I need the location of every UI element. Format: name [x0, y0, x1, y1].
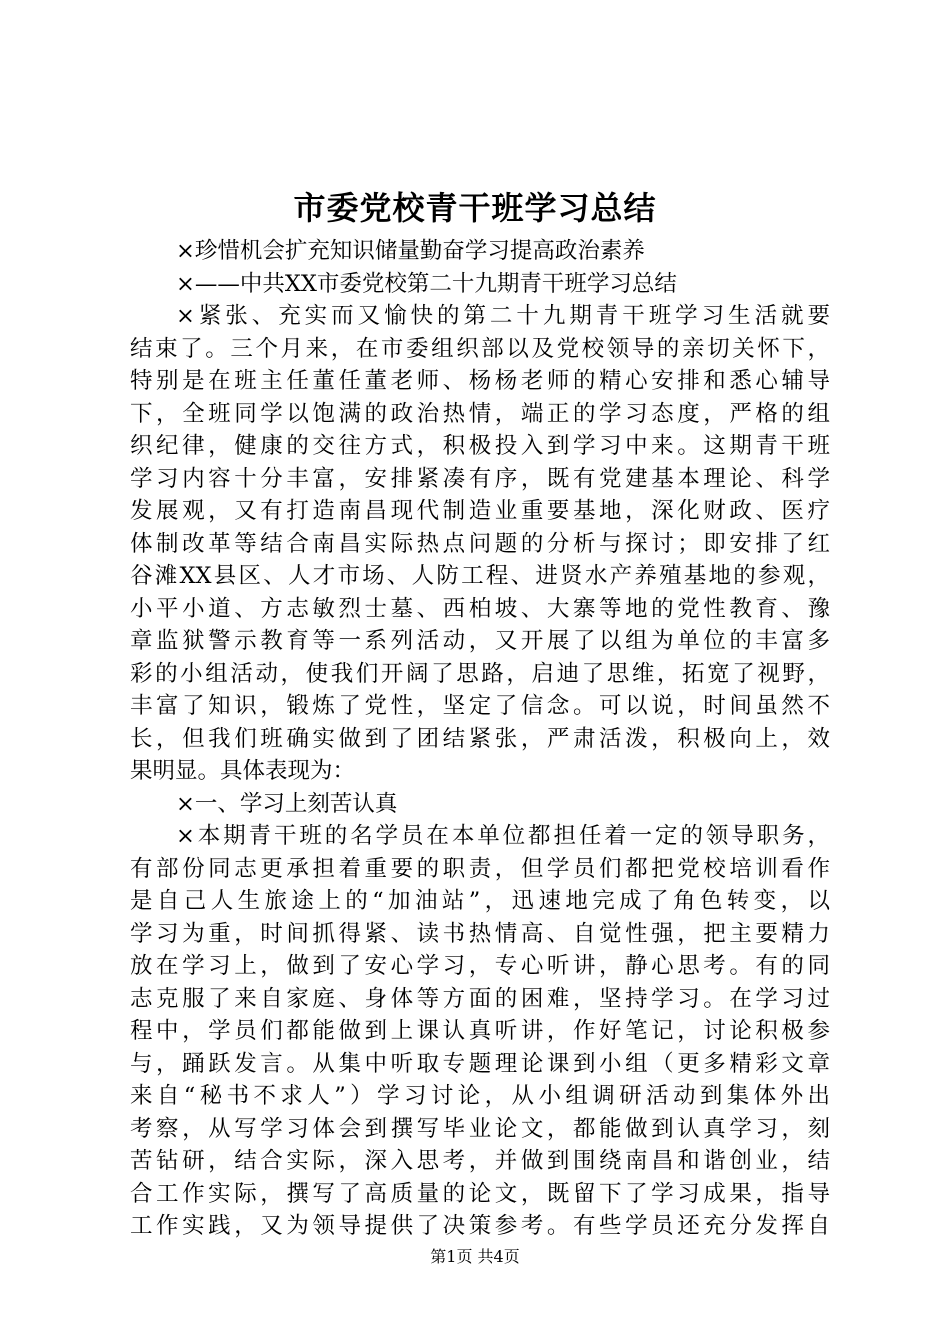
text-line: 合工作实际，撰写了高质量的论文，既留下了学习成果，指导	[130, 1180, 830, 1207]
text-line: 放在学习上，做到了安心学习，专心听讲，静心思考。有的同	[130, 953, 830, 979]
text-line: 有部份同志更承担着重要的职责，但学员们都把党校培训看作	[130, 855, 830, 882]
text-line: 志克服了来自家庭、身体等方面的困难，坚持学习。在学习过	[130, 985, 830, 1012]
document-title: 市委党校青干班学习总结	[293, 189, 657, 227]
text-line: 谷滩XX县区、人才市场、人防工程、进贤水产养殖基地的参观，	[130, 563, 830, 589]
text-line: 下，全班同学以饱满的政治热情，端正的学习态度，严格的组	[130, 400, 830, 427]
text-line: 丰富了知识，锻炼了党性，坚定了信念。可以说，时间虽然不	[130, 693, 830, 719]
text-line: 工作实践，又为领导提供了决策参考。有些学员还充分发挥自	[130, 1213, 830, 1239]
text-line: ×本期青干班的名学员在本单位都担任着一定的领导职务，	[176, 823, 830, 849]
text-line: 学习为重，时间抓得紧、读书热情高、自觉性强，把主要精力	[130, 920, 830, 947]
text-line: ×紧张、充实而又愉快的第二十九期青干班学习生活就要	[176, 303, 830, 329]
text-line: 是自己人生旅途上的“加油站”，迅速地完成了角色转变，以	[130, 888, 830, 914]
text-line: 章监狱警示教育等一系列活动，又开展了以组为单位的丰富多	[130, 628, 830, 654]
text-line: 来自“秘书不求人”）学习讨论，从小组调研活动到集体外出	[130, 1083, 830, 1109]
text-line: 苦钻研，结合实际，深入思考，并做到围绕南昌和谐创业，结	[130, 1148, 830, 1174]
text-line: 特别是在班主任董任董老师、杨杨老师的精心安排和悉心辅导	[130, 368, 830, 394]
text-line: 结束了。三个月来，在市委组织部以及党校领导的亲切关怀下，	[130, 335, 830, 362]
document-body	[130, 235, 830, 1243]
text-line: 长，但我们班确实做到了团结紧张，严肃活泼，积极向上，效	[130, 725, 830, 752]
text-line: 程中，学员们都能做到上课认真听讲，作好笔记，讨论积极参	[130, 1018, 830, 1044]
text-line: ×珍惜机会扩充知识储量勤奋学习提高政治素养	[176, 238, 645, 264]
page-footer: 第1页 共4页	[430, 1247, 520, 1266]
text-line: 果明显。具体表现为：	[130, 758, 356, 784]
text-line: 小平小道、方志敏烈士墓、西柏坡、大寨等地的党性教育、豫	[130, 595, 830, 622]
text-line: ×——中共XX市委党校第二十九期青干班学习总结	[176, 270, 677, 297]
text-line: 彩的小组活动，使我们开阔了思路，启迪了思维，拓宽了视野，	[130, 660, 830, 687]
text-line: 与，踊跃发言。从集中听取专题理论课到小组（更多精彩文章	[130, 1050, 830, 1077]
text-line: 体制改革等结合南昌实际热点问题的分析与探讨；即安排了红	[130, 530, 830, 557]
text-line: 学习内容十分丰富，安排紧凑有序，既有党建基本理论、科学	[130, 465, 830, 492]
text-line: 考察，从写学习体会到撰写毕业论文，都能做到认真学习，刻	[130, 1115, 830, 1142]
text-line: 发展观，又有打造南昌现代制造业重要基地，深化财政、医疗	[130, 498, 830, 524]
text-line: ×一、学习上刻苦认真	[176, 790, 398, 817]
text-line: 织纪律，健康的交往方式，积极投入到学习中来。这期青干班	[130, 433, 830, 459]
